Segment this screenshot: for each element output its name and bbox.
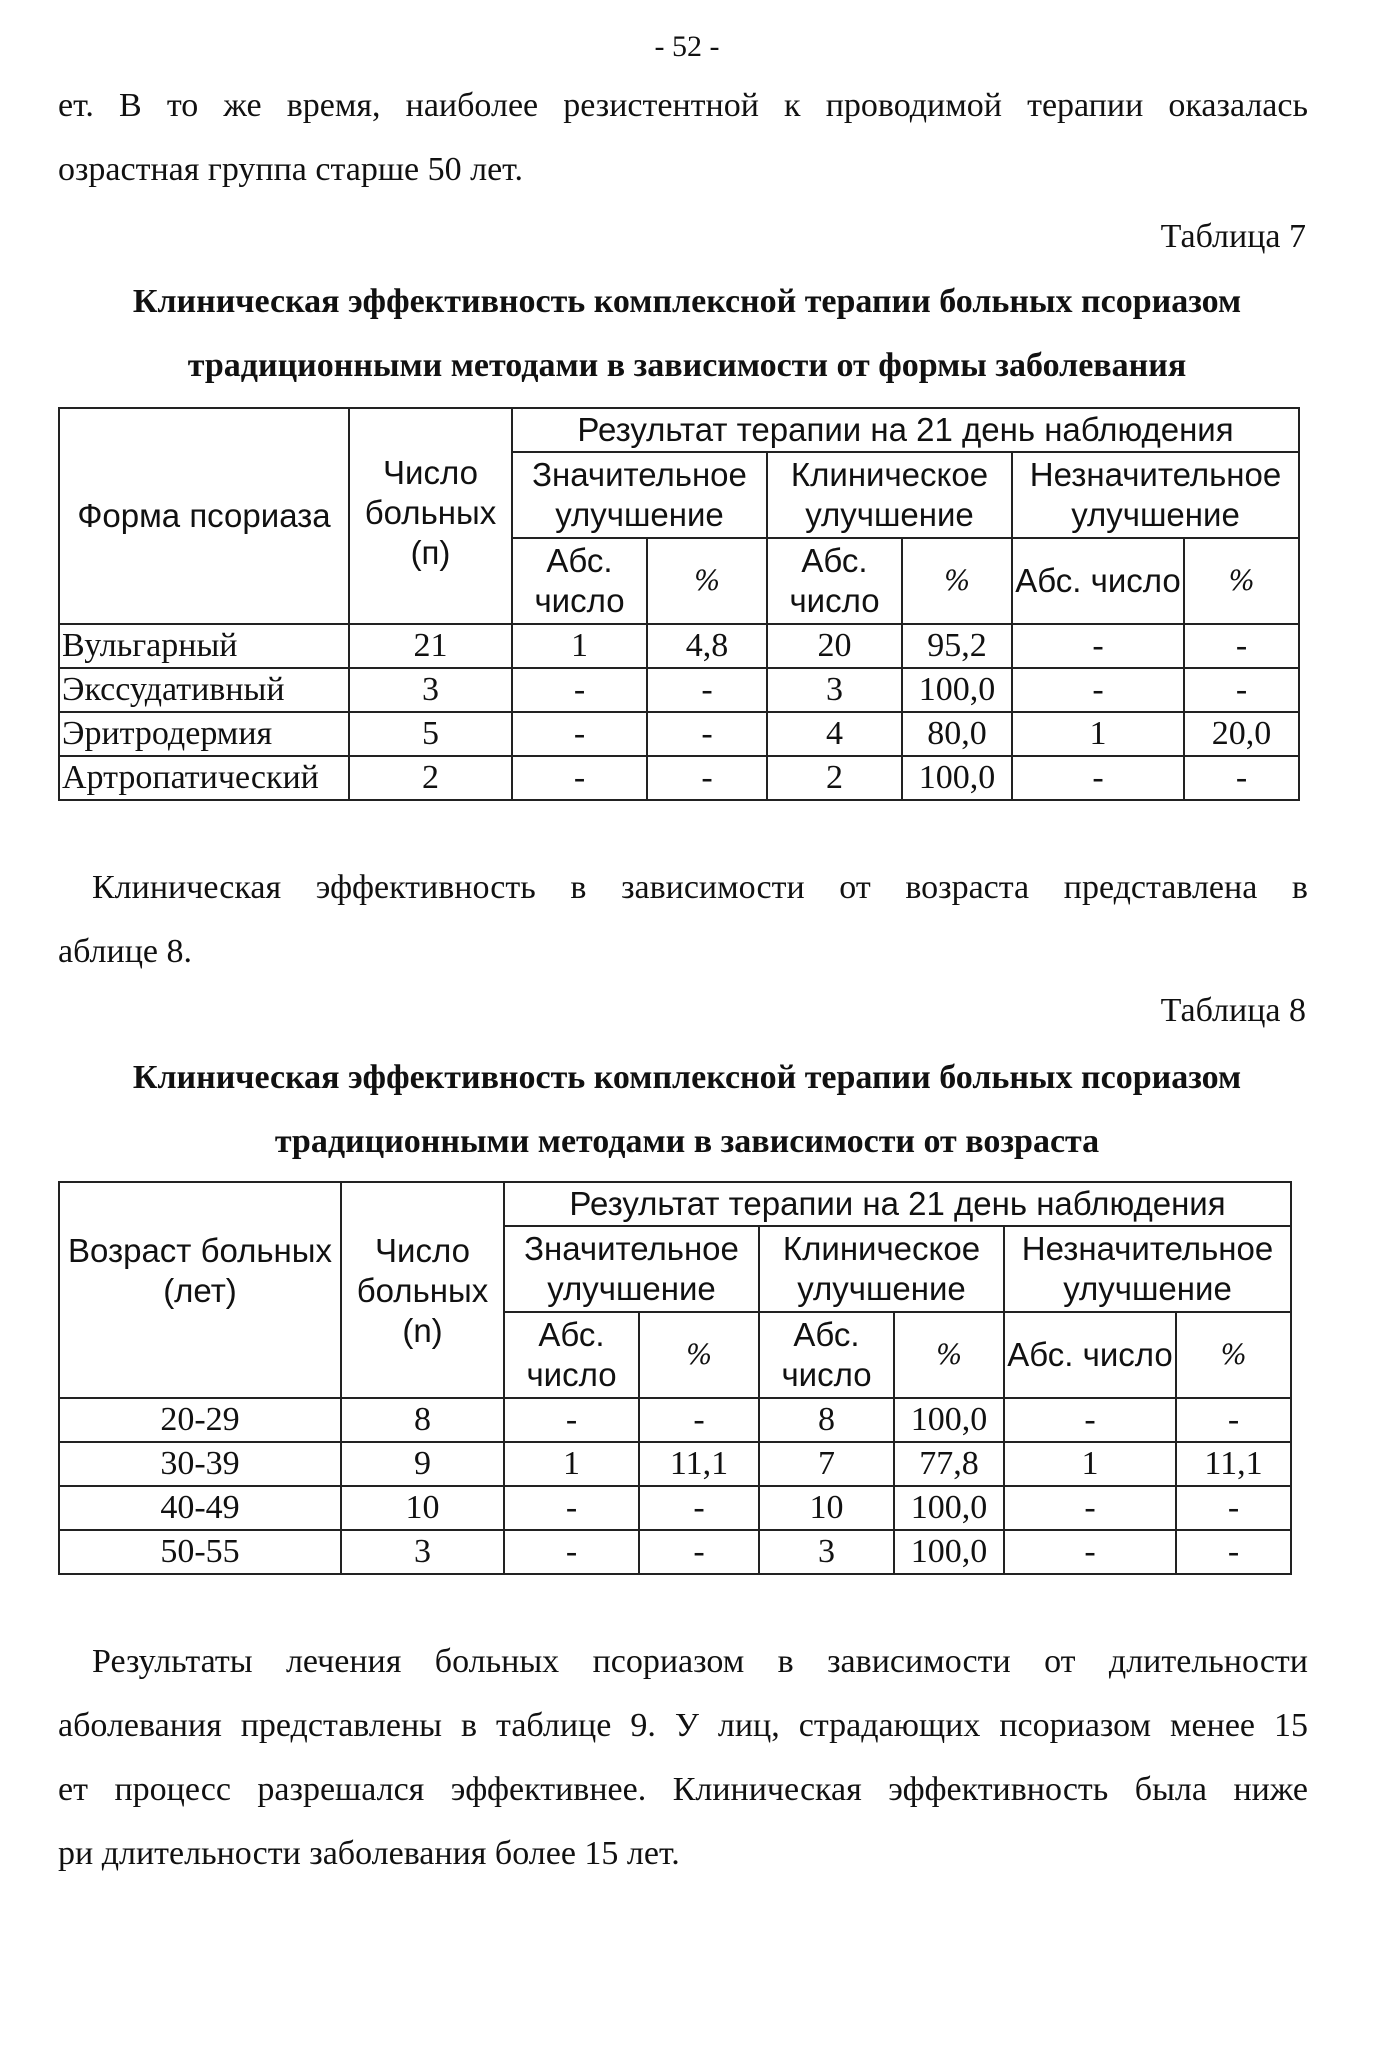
table-cell: 1 (1004, 1442, 1176, 1486)
table8-caption: Таблица 8 (1160, 992, 1306, 1029)
table-cell: - (504, 1486, 639, 1530)
closing-paragraph (58, 1630, 1308, 1886)
table-cell: - (512, 668, 647, 712)
table-cell: - (512, 712, 647, 756)
table-cell: - (512, 756, 647, 800)
table-cell: 100,0 (902, 668, 1012, 712)
table-cell: 3 (767, 668, 902, 712)
table-cell: Вульгарный (59, 624, 349, 668)
table7-header-abs: Абс. число (1012, 538, 1184, 624)
table-cell: 80,0 (902, 712, 1012, 756)
table7-header-form: Форма псориаза (59, 408, 349, 624)
table7-header-result: Результат терапии на 21 день наблюдения (512, 408, 1299, 452)
table8-title-line: Клиническая эффективность комплексной терапии больных псориазом (132, 1059, 1242, 1096)
table-cell: - (639, 1530, 759, 1574)
middle-line: Клиническая эффективность в зависимости от возраста представлена в (92, 869, 1308, 906)
table8-header-result: Результат терапии на 21 день наблюдения (504, 1182, 1291, 1226)
table-cell: - (1004, 1398, 1176, 1442)
table7-header-pct: % (902, 538, 1012, 624)
table-row (59, 1398, 1291, 1442)
table-cell: 1 (512, 624, 647, 668)
table-row (59, 624, 1299, 668)
table-cell: 1 (504, 1442, 639, 1486)
table-cell: - (1176, 1486, 1291, 1530)
table-cell: - (1176, 1530, 1291, 1574)
table-cell: 20-29 (59, 1398, 341, 1442)
table7-header-group: Значительное улучшение (512, 452, 767, 538)
table8-title (0, 1046, 1374, 1174)
table-cell: 11,1 (639, 1442, 759, 1486)
table8-header-group: Незначительное улучшение (1004, 1226, 1291, 1312)
table-cell: - (1012, 756, 1184, 800)
closing-line: аболевания представлены в таблице 9. У лиц, страдающих псориазом менее 15 (58, 1707, 1308, 1744)
table-cell: 100,0 (894, 1486, 1004, 1530)
table-cell: - (1184, 668, 1299, 712)
table-cell: - (639, 1398, 759, 1442)
table-cell: 3 (759, 1530, 894, 1574)
table7-title (0, 270, 1374, 398)
table-cell: - (504, 1530, 639, 1574)
table8-header-age: Возраст больных (лет) (59, 1182, 341, 1398)
table8-header-pct: % (894, 1312, 1004, 1398)
table-row (59, 668, 1299, 712)
table-cell: 2 (767, 756, 902, 800)
table-row (59, 1530, 1291, 1574)
closing-line: ет процесс разрешался эффективнее. Клиническая эффективность была ниже (58, 1771, 1308, 1808)
table-cell: 4,8 (647, 624, 767, 668)
table-cell: 10 (759, 1486, 894, 1530)
table7-header-count: Число больных (п) (349, 408, 512, 624)
table-cell: 4 (767, 712, 902, 756)
table-cell: - (1176, 1398, 1291, 1442)
middle-paragraph (58, 856, 1308, 984)
table-cell: 7 (759, 1442, 894, 1486)
table7-header-group: Клиническое улучшение (767, 452, 1012, 538)
table-cell: - (647, 712, 767, 756)
table-row (59, 712, 1299, 756)
table8-header-abs: Абс. число (759, 1312, 894, 1398)
table-cell: 100,0 (894, 1398, 1004, 1442)
closing-line: Результаты лечения больных псориазом в зависимости от длительности (92, 1643, 1308, 1680)
table8-header-pct: % (1176, 1312, 1291, 1398)
table7-header-abs: Абс. число (512, 538, 647, 624)
table-row (59, 1486, 1291, 1530)
table-cell: - (1004, 1530, 1176, 1574)
closing-line: ри длительности заболевания более 15 лет. (58, 1835, 680, 1872)
table-cell: 10 (341, 1486, 504, 1530)
table8-header-abs: Абс. число (504, 1312, 639, 1398)
middle-line: аблице 8. (58, 933, 192, 970)
table-cell: 30-39 (59, 1442, 341, 1486)
table-row (59, 756, 1299, 800)
table7-header-pct: % (647, 538, 767, 624)
table-cell: - (1012, 668, 1184, 712)
table7-header-abs: Абс. число (767, 538, 902, 624)
table7-title-line: Клиническая эффективность комплексной терапии больных псориазом (132, 283, 1242, 320)
table-cell: 20,0 (1184, 712, 1299, 756)
table-cell: - (504, 1398, 639, 1442)
table-cell: Эритродермия (59, 712, 349, 756)
table-cell: 3 (349, 668, 512, 712)
table-cell: 95,2 (902, 624, 1012, 668)
table-cell: - (1184, 624, 1299, 668)
table-cell: 100,0 (894, 1530, 1004, 1574)
table-cell: Артропатический (59, 756, 349, 800)
table8-header-count: Число больных (n) (341, 1182, 504, 1398)
table-cell: 77,8 (894, 1442, 1004, 1486)
table-cell: - (647, 668, 767, 712)
table-cell: 21 (349, 624, 512, 668)
table8-header-pct: % (639, 1312, 759, 1398)
table-cell: 8 (759, 1398, 894, 1442)
table-row (59, 1442, 1291, 1486)
table-cell: Экссудативный (59, 668, 349, 712)
table-cell: 3 (341, 1530, 504, 1574)
intro-line: озрастная группа старше 50 лет. (58, 151, 523, 188)
table8-header-group: Клиническое улучшение (759, 1226, 1004, 1312)
table-cell: 2 (349, 756, 512, 800)
table8-header-abs: Абс. число (1004, 1312, 1176, 1398)
intro-line: ет. В то же время, наиболее резистентной к проводимой терапии оказалась (58, 87, 1308, 124)
table-cell: 11,1 (1176, 1442, 1291, 1486)
table-cell: 50-55 (59, 1530, 341, 1574)
table8-title-line: традиционными методами в зависимости от возраста (274, 1123, 1100, 1160)
table7 (58, 407, 1300, 801)
table-cell: 1 (1012, 712, 1184, 756)
table-cell: - (647, 756, 767, 800)
table-cell: - (1004, 1486, 1176, 1530)
table7-header-pct: % (1184, 538, 1299, 624)
table7-caption: Таблица 7 (1160, 218, 1306, 255)
table-cell: 40-49 (59, 1486, 341, 1530)
table-cell: 8 (341, 1398, 504, 1442)
table-cell: 20 (767, 624, 902, 668)
table-cell: - (1184, 756, 1299, 800)
table-cell: - (639, 1486, 759, 1530)
table-cell: 100,0 (902, 756, 1012, 800)
table7-title-line: традиционными методами в зависимости от формы заболевания (187, 347, 1187, 384)
page-number: - 52 - (654, 30, 720, 63)
table-cell: 9 (341, 1442, 504, 1486)
intro-paragraph (58, 74, 1308, 202)
table-cell: 5 (349, 712, 512, 756)
table-cell: - (1012, 624, 1184, 668)
table7-header-group: Незначительное улучшение (1012, 452, 1299, 538)
table8-header-group: Значительное улучшение (504, 1226, 759, 1312)
table8 (58, 1181, 1292, 1575)
